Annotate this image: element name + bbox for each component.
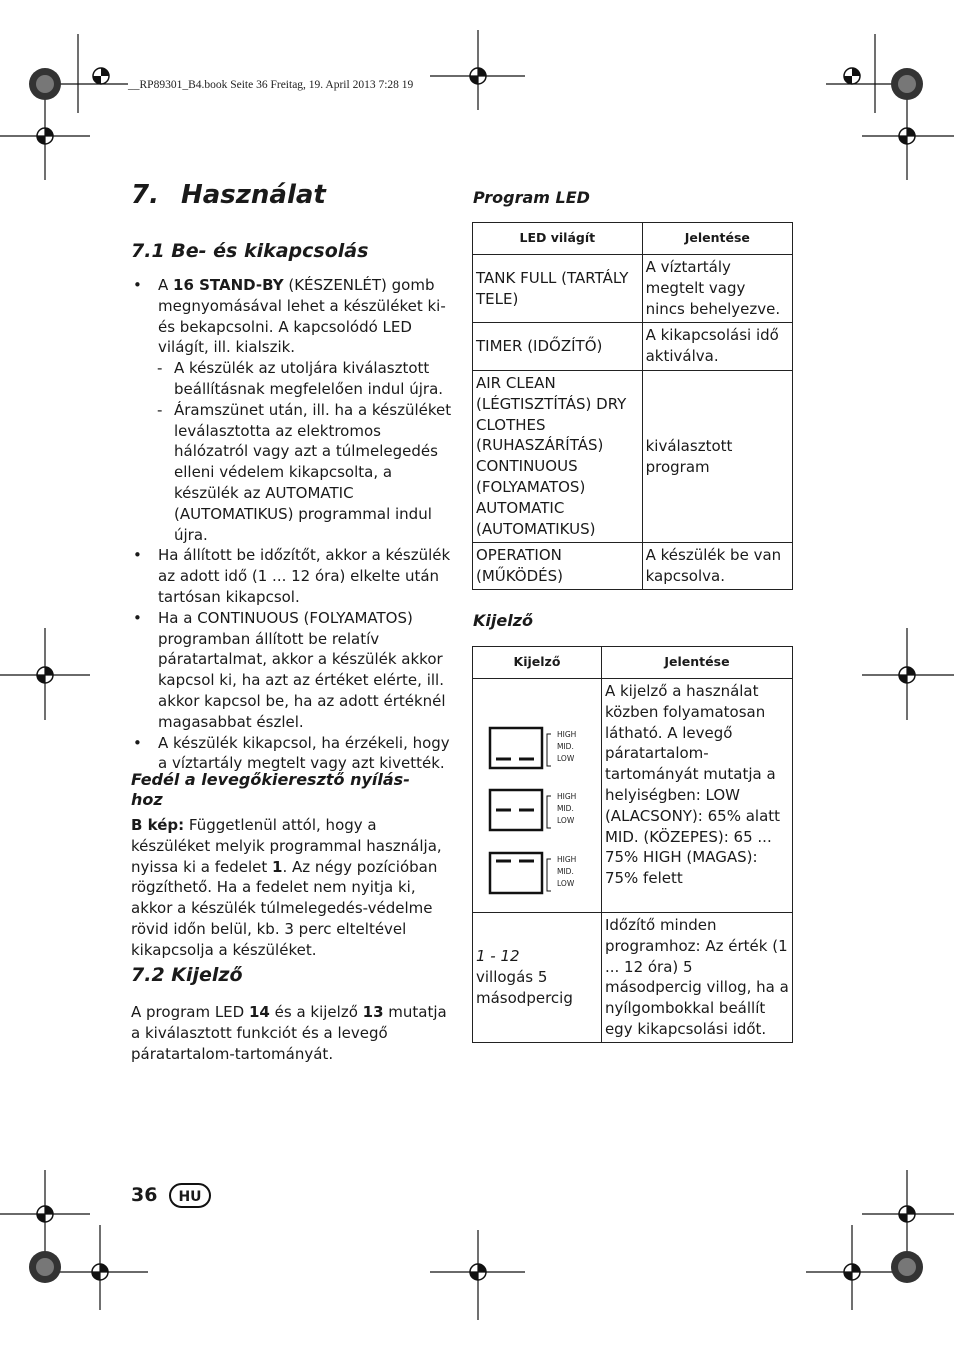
table-cell: AIR CLEAN (LÉGTISZTÍTÁS) DRY CLOTHES (RUHASZÁRÍTÁS) CONTINUOUS (FOLYAMATOS) AUTOMATIC (AUTOMATIKUS) (473, 371, 643, 543)
table-row (473, 371, 793, 543)
program-led-title: Program LED (473, 188, 590, 207)
chapter-number: 7. (131, 180, 159, 210)
level-label-high: HIGH (557, 854, 577, 864)
level-label-high: HIGH (557, 729, 577, 739)
lcd-high-icon (488, 851, 548, 897)
level-bracket-icon (545, 794, 555, 830)
bullet-icon: • (133, 733, 142, 752)
text: Ha a CONTINUOUS (FOLYAMATOS) programban állított be relatív páratartalmat, akkor a készülék akkor kapcsol ki, ha azt az értéket elérte, ill. akkor kapcsol be, ha az adott értéknél magasabbat észlel. (158, 608, 446, 731)
table-cell: A víztartály megtelt vagy nincs behelyezve. (642, 255, 792, 323)
table-cell: TIMER (IDŐZÍTŐ) (473, 323, 643, 371)
bullet-icon: • (133, 276, 142, 294)
text: A készülék az utoljára kiválasztott beállításnak megfelelően indul újra. (174, 359, 444, 398)
timer-display-text: villogás 5 másodpercig (476, 968, 573, 1007)
table-row (473, 255, 793, 323)
sub-list-item (131, 358, 456, 400)
table-cell: Időzítő minden programhoz: Az érték (1 ... 12 óra) 5 másodpercig villog, ha a nyílgombokkal beállít egy kikapcsolási időt. (601, 913, 792, 1043)
sub-list-item (131, 400, 456, 546)
text: Ha állított be időzítőt, akkor a készülék az adott idő (1 ... 12 óra) elkelte után tartósan kikapcsol. (158, 546, 451, 606)
level-labels (557, 729, 576, 765)
table-cell: OPERATION (MŰKÖDÉS) (473, 543, 643, 590)
dash-icon: - (157, 359, 163, 378)
level-label-mid: MID. (557, 741, 574, 751)
table-row (473, 543, 793, 590)
text: A készülék kikapcsol, ha érzékeli, hogy a víztartály megtelt vagy azt kivették. (158, 733, 450, 773)
button-reference: 16 STAND-BY (173, 276, 284, 294)
figure-reference: B kép: (131, 816, 185, 834)
chapter-title: Használat (181, 180, 326, 210)
text: (KÉSZENLÉT) gomb megnyomásával lehet a készüléket ki- és bekapcsolni. A kapcsolódó LED világít, ill. kialszik. (158, 276, 446, 357)
table-row (473, 913, 793, 1043)
lid-section-text (131, 815, 456, 961)
level-bracket-icon (545, 857, 555, 893)
section-7-1-list (131, 275, 456, 774)
text: Függetlenül attól, hogy a készüléket melyik programmal használja, nyissa ki a fedelet (131, 816, 442, 876)
level-label-high: HIGH (557, 791, 577, 801)
text: A (158, 276, 174, 294)
part-reference: 1 (272, 857, 283, 876)
part-reference: 14 (248, 1003, 270, 1021)
table-cell (473, 913, 602, 1043)
table-header-row (473, 223, 793, 255)
column-header: Jelentése (642, 223, 792, 255)
level-label-low: LOW (557, 815, 575, 825)
humidity-display-illustration (473, 679, 602, 913)
table-cell: A készülék be van kapcsolva. (642, 543, 792, 590)
timer-range: 1 - 12 (476, 947, 520, 966)
level-label-low: LOW (557, 878, 575, 888)
section-7-2-title: 7.2 Kijelző (131, 964, 243, 986)
lid-section-title: Fedél a levegőkieresztő nyílás-hoz (131, 770, 410, 809)
table-row (473, 323, 793, 371)
text: A program LED (131, 1003, 249, 1021)
part-reference: 13 (362, 1003, 384, 1021)
level-label-mid: MID. (557, 866, 574, 876)
section-7-2-text (131, 1002, 456, 1064)
dash-icon: - (157, 400, 163, 419)
level-label-low: LOW (557, 753, 575, 763)
column-header: LED világít (473, 223, 643, 255)
lcd-low-icon (488, 726, 548, 772)
text: . Az négy pozícióban rögzíthető. Ha a fedelet nem nyitja ki, akkor a készülék túlmelegedés-védelme rövid időn belül, kb. 3 perc elteltével kikapcsolja a készüléket. (131, 857, 438, 959)
display-table (472, 646, 793, 1043)
page-number: 36 (131, 1184, 158, 1206)
level-bracket-icon (545, 732, 555, 768)
table-row (473, 679, 793, 913)
text: és a kijelző (269, 1003, 363, 1021)
language-badge: HU (169, 1183, 211, 1208)
list-item (131, 545, 456, 607)
bullet-icon: • (133, 546, 142, 565)
table-header-row (473, 647, 793, 679)
list-item (131, 733, 456, 775)
list-item (131, 608, 456, 733)
level-labels (557, 854, 576, 890)
table-cell: A kikapcsolási idő aktiválva. (642, 323, 792, 371)
column-header: Jelentése (601, 647, 792, 679)
bullet-icon: • (133, 608, 142, 627)
text: mutatja a kiválasztott funkciót és a levegő páratartalom-tartományát. (131, 1003, 447, 1063)
list-item (131, 275, 456, 358)
table-cell: A kijelző a használat közben folyamatosan látható. A levegő páratartalom-tartományát mutatja a helyiségben: LOW (ALACSONY): 65% alatt MID. (KÖZEPES): 65 ... 75% HIGH (MAGAS): 75% felett (601, 679, 792, 913)
lcd-mid-icon (488, 788, 548, 834)
table-cell: kiválasztott program (642, 371, 792, 543)
column-header: Kijelző (473, 647, 602, 679)
display-table-title: Kijelző (473, 611, 534, 630)
section-7-1-title: 7.1 Be- és kikapcsolás (131, 240, 369, 262)
program-led-table (472, 222, 793, 590)
level-labels (557, 791, 576, 827)
table-cell: TANK FULL (TARTÁLY TELE) (473, 255, 643, 323)
level-label-mid: MID. (557, 803, 574, 813)
chapter-heading (131, 180, 326, 210)
text: Áramszünet után, ill. ha a készüléket leválasztotta az elektromos hálózatról vagy azt a túlmelegedés elleni védelem kikapcsolta, a készülék az AUTOMATIC (AUTOMATIKUS) programmal indul újra. (174, 400, 452, 544)
book-header-line: __RP89301_B4.book Seite 36 Freitag, 19. April 2013 7:28 19 (128, 79, 414, 91)
